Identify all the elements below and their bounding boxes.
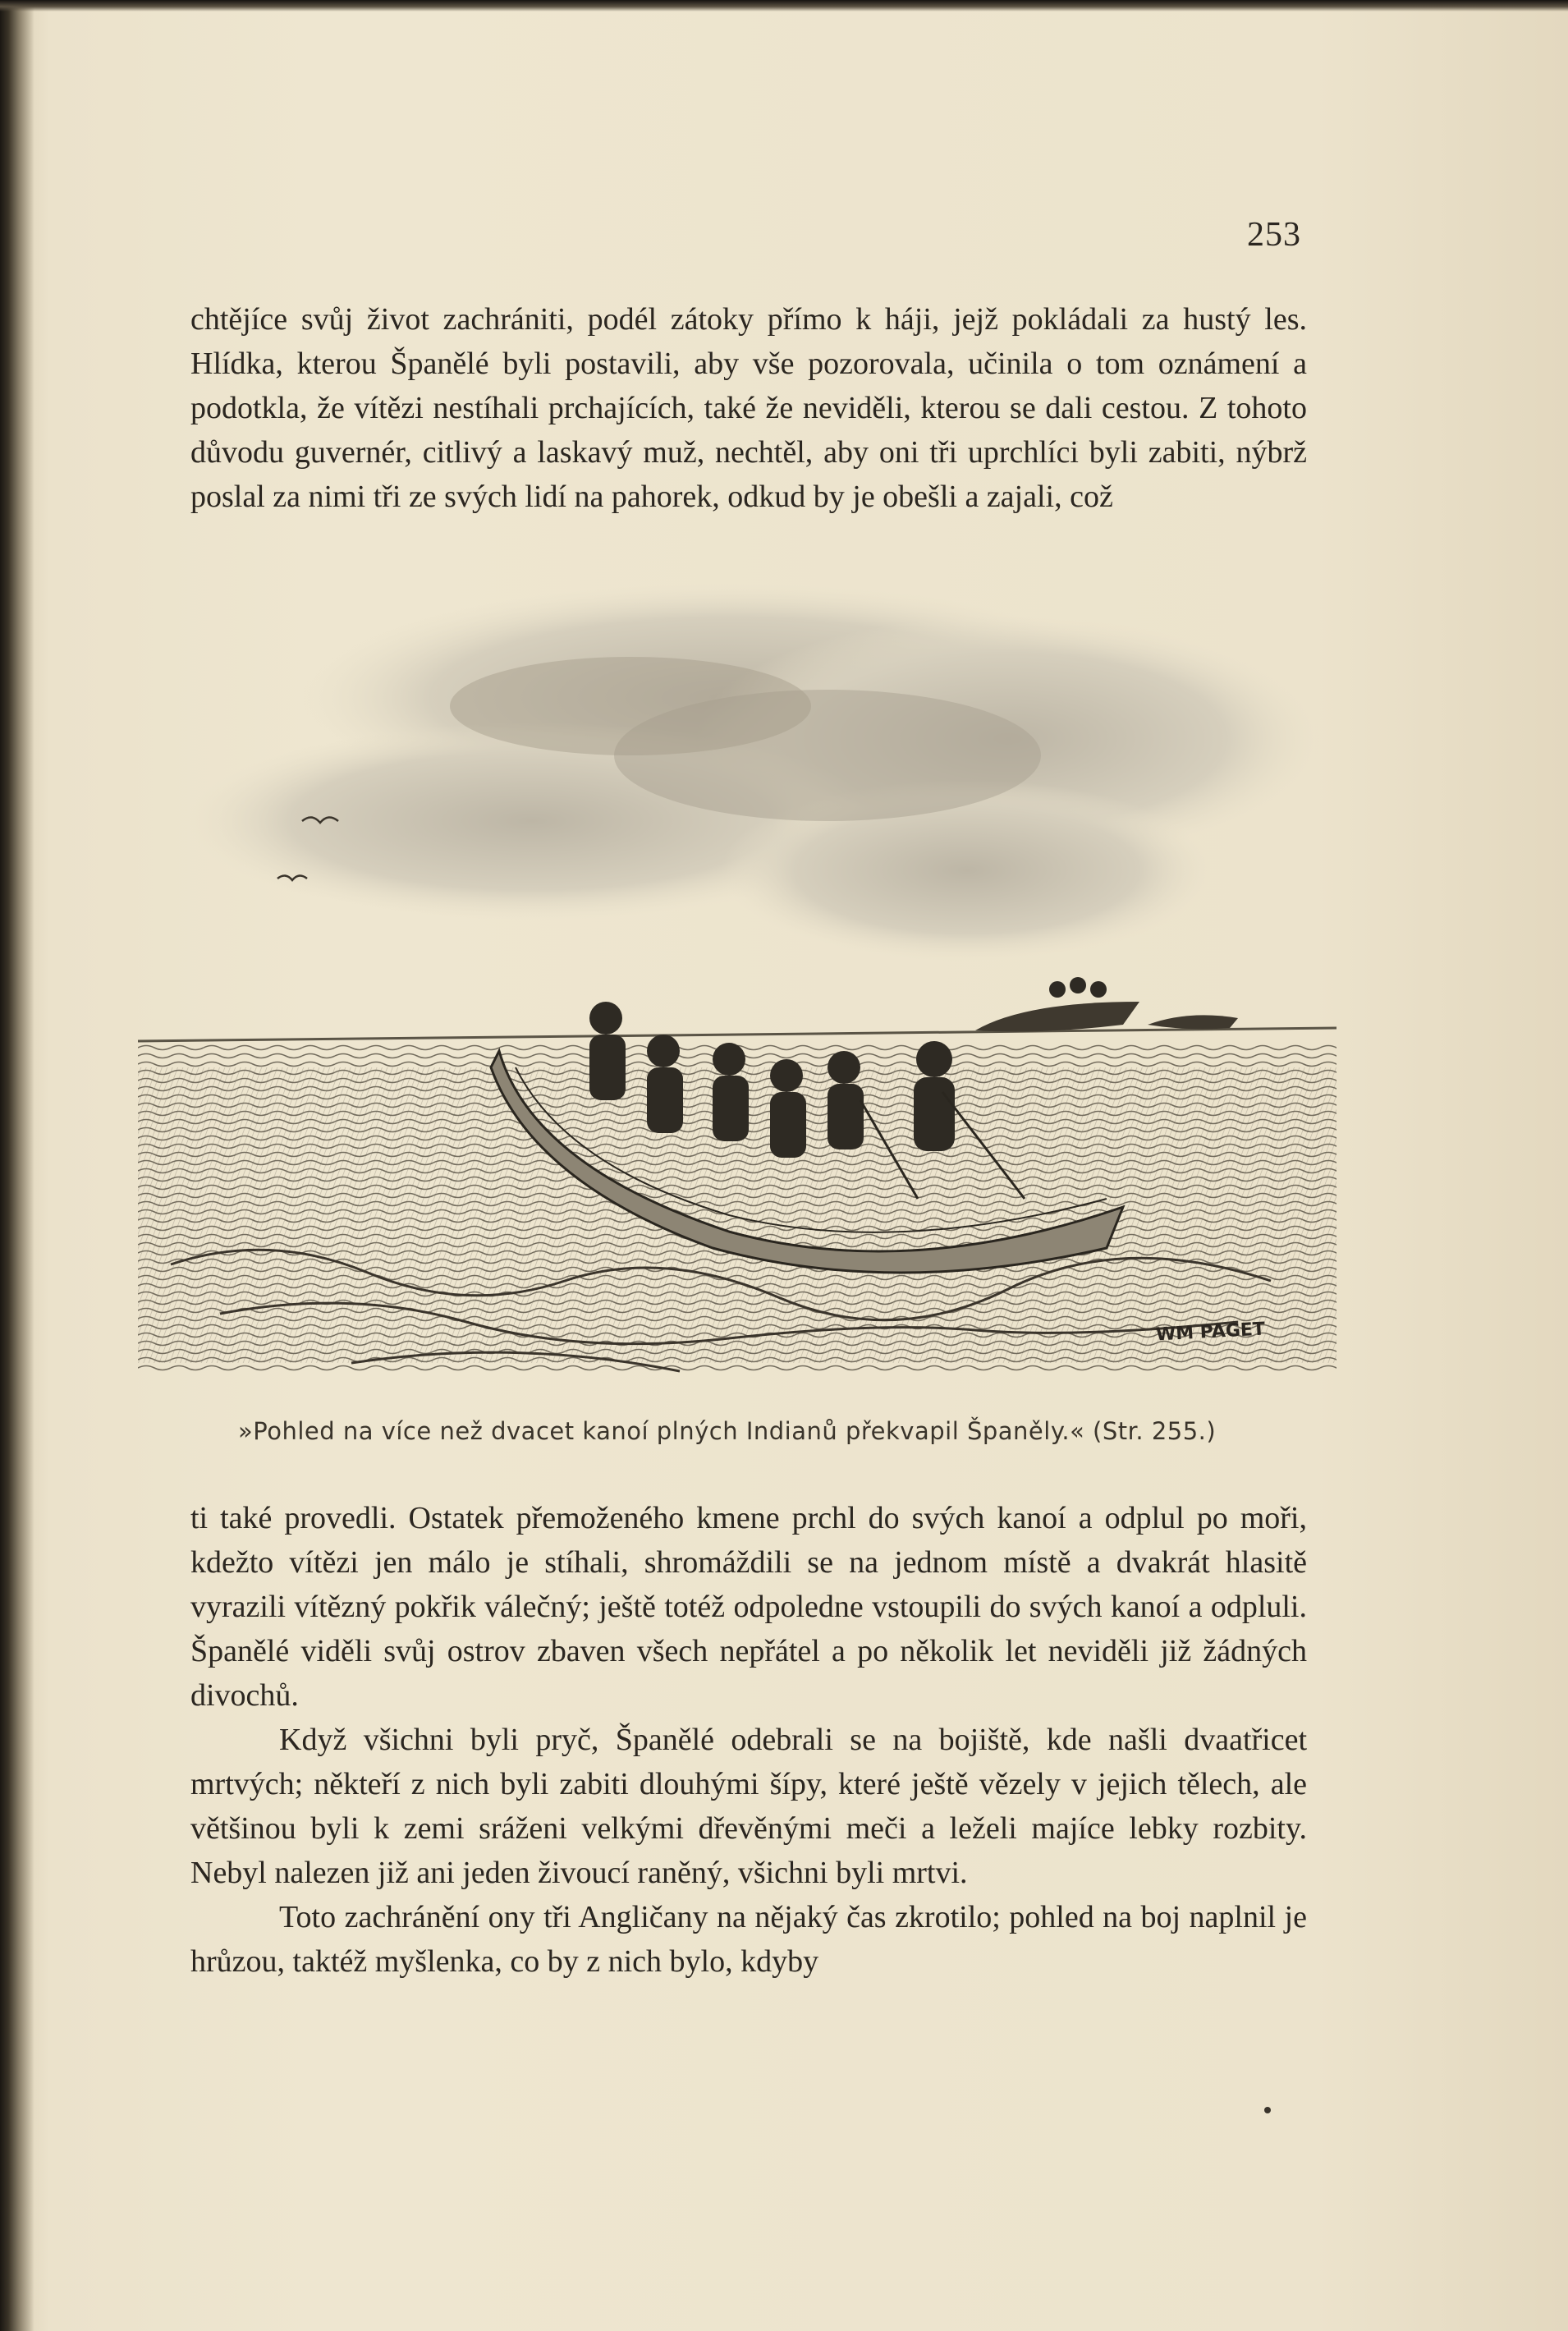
paragraph-1: ti také provedli. Ostatek přemoženého kmene prchl do svých kanoí a odplul po moři, kdežto vítězi jen málo je stíhali, shromáždili se na jednom místě a dvakrát hlasitě vyrazili vítězný pokřik válečný; ještě totéž odpoledne vstoupili do svých kanoí a odpluli. Španělé viděli svůj ostrov zbaven všech nepřátel a po několik let neviděli již žádných divochů. (190, 1501, 1307, 1713)
paragraph-3: Toto zachránění ony tři Angličany na nějaký čas zkrotilo; pohled na boj naplnil je hrůzou, taktéž myšlenka, co by z nich bylo, kdyby (190, 1900, 1307, 1979)
page-number: 253 (1247, 216, 1301, 254)
illustration-caption: »Pohled na více než dvacet kanoí plných Indianů překvapil Španěly.« (Str. 255.) (238, 1417, 1217, 1445)
sky-clouds (187, 583, 1320, 961)
paragraph-2: Když všichni byli pryč, Španělé odebrali se na bojiště, kde našli dvaatřicet mrtvých; někteří z nich byli zabiti dlouhými šípy, které ještě vězely v jejich tělech, ale většinou byli k zemi sráženi velkými dřevěnými meči a leželi majíce lebky rozbity. Nebyl nalezen již ani jeden živoucí raněný, všichni byli mrtvi. (190, 1723, 1307, 1890)
horizon-line (138, 1028, 1336, 1041)
canoe-illustration (105, 575, 1353, 1396)
ink-spot (1264, 2107, 1271, 2113)
paragraph-continuation: chtějíce svůj život zachrániti, podél zátoky přímo k háji, jejž pokládali za hustý les. Hlídka, kterou Španělé byli postavili, aby vše pozorovala, učinila o tom oznámení a podotkla, že vítězi nestíhali prchajících, také že neviděli, kterou se dali cestou. Z tohoto důvodu guvernér, citlivý a laskavý muž, nechtěl, aby oni tři uprchlíci byli zabiti, nýbrž poslal za nimi tři ze svých lidí na pahorek, odkud by je obešli a zajali, což (190, 302, 1307, 514)
text-block-top (190, 297, 1307, 519)
artist-signature: WM PAGET (1155, 1319, 1266, 1346)
text-block-bottom (190, 1496, 1307, 1984)
binding-shadow (0, 0, 34, 2331)
distant-canoes (975, 977, 1238, 1031)
page-top-edge (0, 0, 1568, 11)
